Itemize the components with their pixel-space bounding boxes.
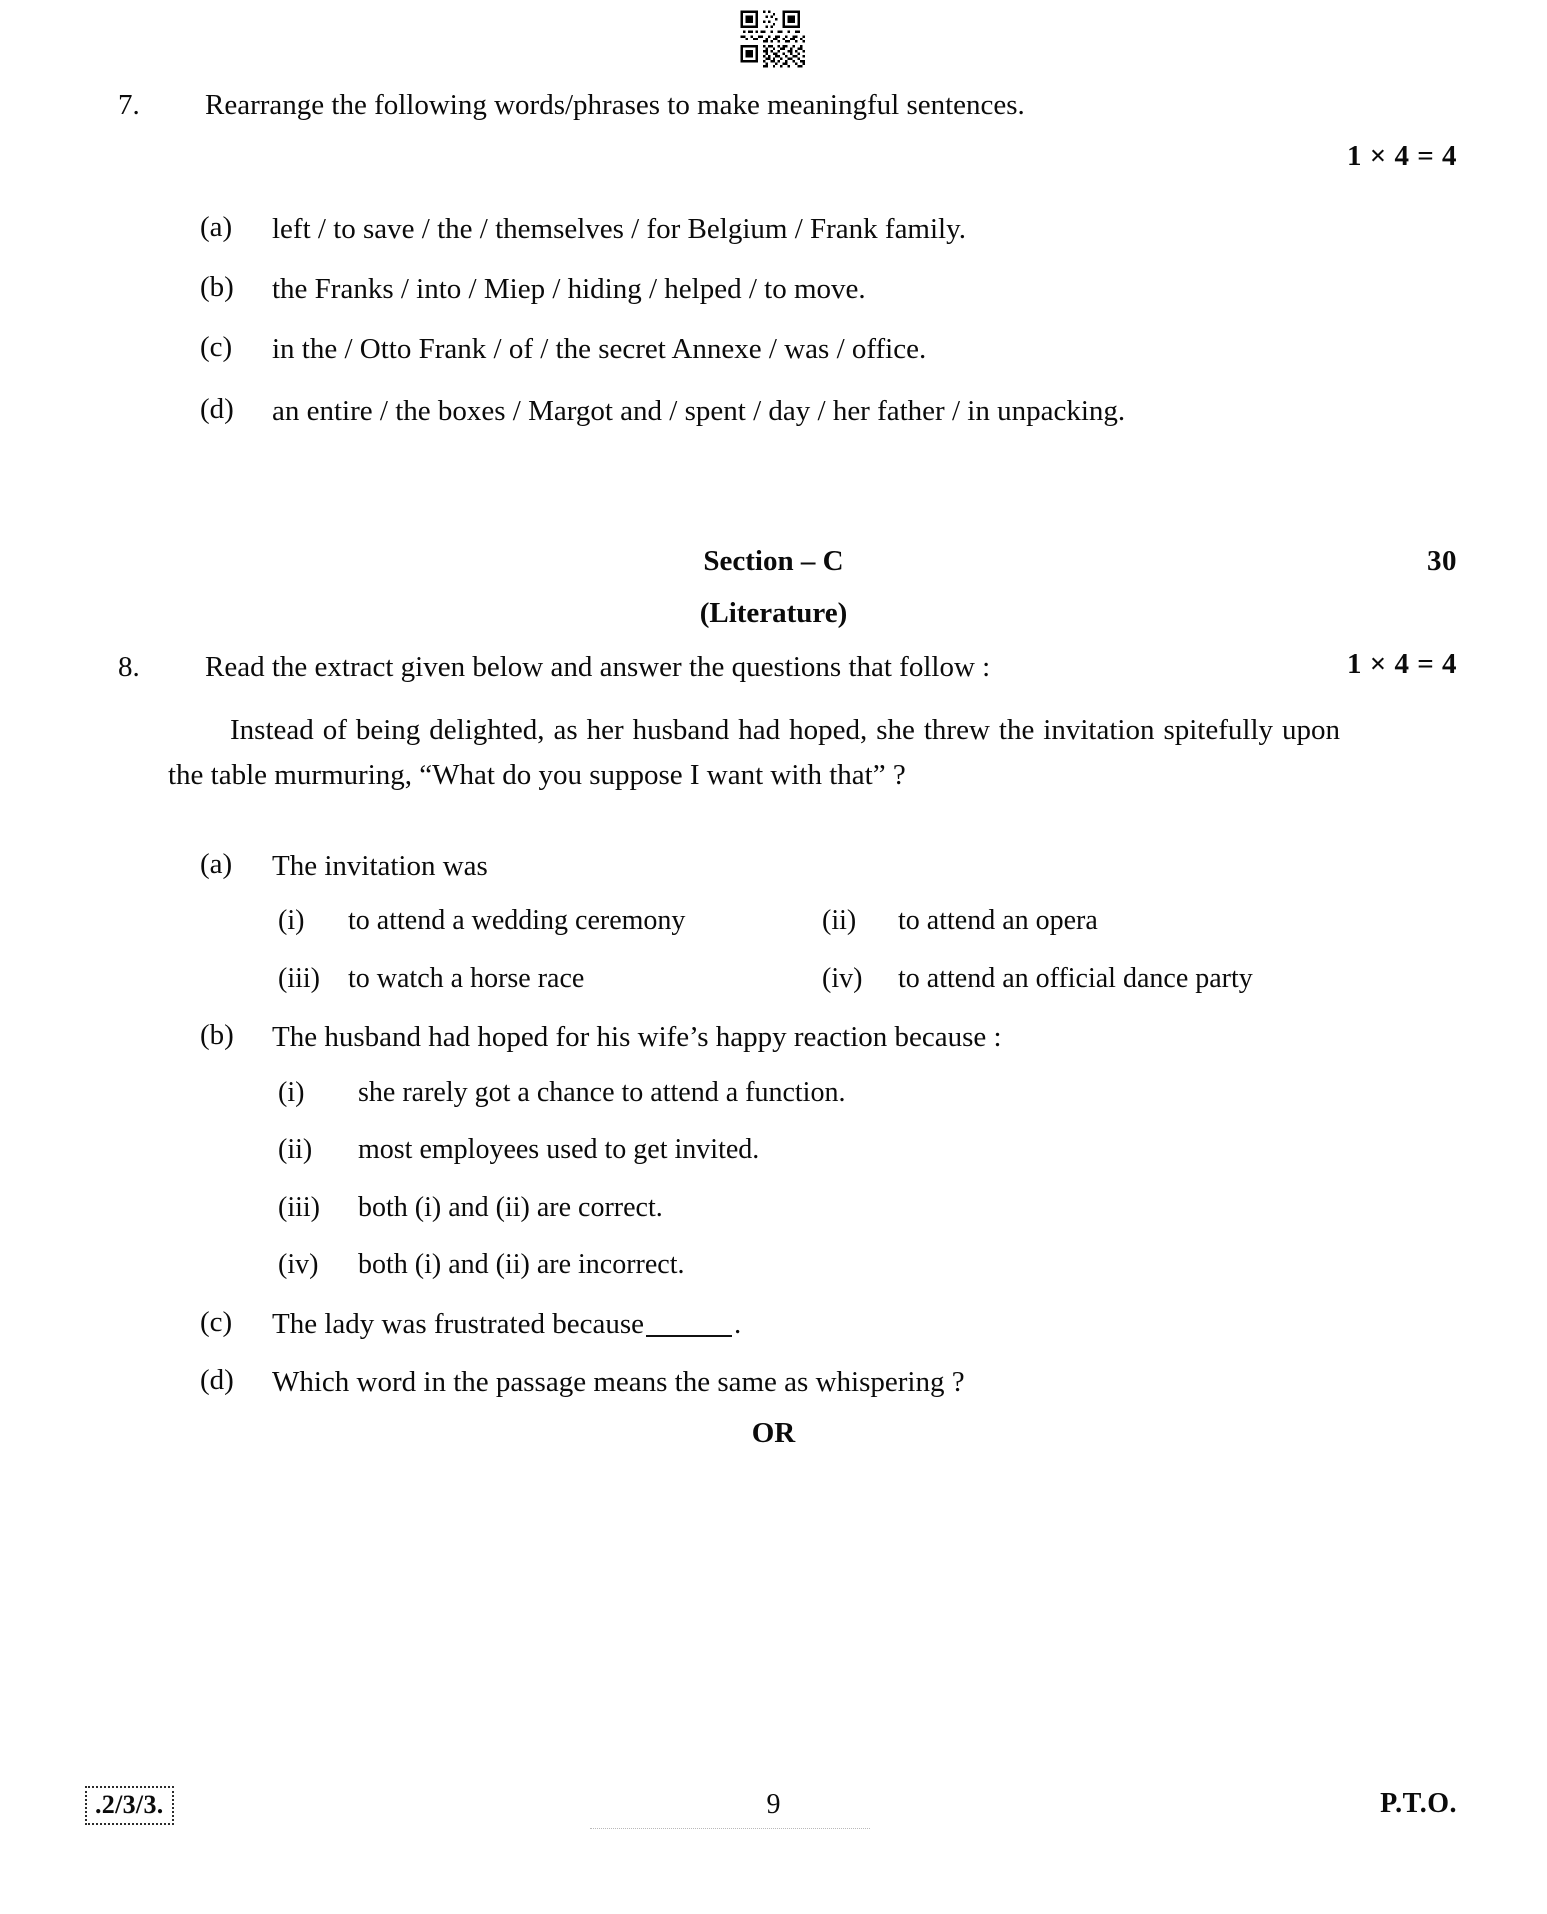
pto-label: P.T.O. bbox=[1380, 1788, 1457, 1819]
q8b-option-i-label: (i) bbox=[278, 1077, 305, 1108]
q7-item-c-text: in the / Otto Frank / of / the secret Annexe / was / office. bbox=[272, 333, 927, 365]
q8a-option-ii-text: to attend an opera bbox=[898, 905, 1098, 936]
q8-part-d-text: Which word in the passage means the same as whispering ? bbox=[272, 1366, 965, 1398]
q7-item-c-label: (c) bbox=[200, 331, 233, 363]
q8b-option-iv-text: both (i) and (ii) are incorrect. bbox=[358, 1249, 685, 1280]
question-7-number: 7. bbox=[118, 89, 140, 121]
q7-item-a-label: (a) bbox=[200, 211, 233, 243]
qr-code-container bbox=[0, 8, 1547, 70]
q8-part-b-text: The husband had hoped for his wife’s happy reaction because : bbox=[272, 1021, 1002, 1053]
q8b-option-ii-text: most employees used to get invited. bbox=[358, 1134, 760, 1165]
q8b-option-ii-label: (ii) bbox=[278, 1134, 313, 1165]
q8-part-c-text-before: The lady was frustrated because bbox=[272, 1308, 645, 1340]
q8a-option-iii-label: (iii) bbox=[278, 963, 320, 994]
q8a-option-iv-text: to attend an official dance party bbox=[898, 963, 1253, 994]
section-title: Section – C bbox=[703, 545, 844, 577]
section-subtitle: (Literature) bbox=[699, 597, 848, 629]
q8b-option-iv-label: (iv) bbox=[278, 1249, 319, 1280]
q8a-option-i-label: (i) bbox=[278, 905, 305, 936]
q8-part-b-label: (b) bbox=[200, 1019, 234, 1051]
section-marks: 30 bbox=[1427, 545, 1457, 577]
question-8-number: 8. bbox=[118, 651, 140, 683]
q7-item-d-label: (d) bbox=[200, 393, 234, 425]
q8-part-c-label: (c) bbox=[200, 1306, 233, 1338]
q8-part-c-blank bbox=[646, 1335, 732, 1337]
q8-part-c-text bbox=[272, 1303, 1382, 1347]
qr-code-icon bbox=[738, 8, 810, 70]
q8a-option-iv-label: (iv) bbox=[822, 963, 863, 994]
q8b-option-iii-text: both (i) and (ii) are correct. bbox=[358, 1192, 663, 1223]
q8a-option-ii-label: (ii) bbox=[822, 905, 857, 936]
paper-code-box: .2/3/3. bbox=[85, 1786, 174, 1825]
q8a-option-iii-text: to watch a horse race bbox=[348, 963, 585, 994]
q7-item-b-label: (b) bbox=[200, 271, 234, 303]
q8-part-d-label: (d) bbox=[200, 1364, 234, 1396]
question-7-prompt: Rearrange the following words/phrases to make meaningful sentences. bbox=[205, 89, 1025, 121]
q7-item-b-text: the Franks / into / Miep / hiding / helped / to move. bbox=[272, 273, 866, 305]
q8a-option-i-text: to attend a wedding ceremony bbox=[348, 905, 686, 936]
or-divider-label: OR bbox=[751, 1417, 796, 1449]
q7-item-a-text: left / to save / the / themselves / for Belgium / Frank family. bbox=[272, 213, 966, 245]
question-8-prompt: Read the extract given below and answer the questions that follow : bbox=[205, 651, 991, 683]
page-number-rule bbox=[590, 1828, 870, 1829]
question-7-marks: 1 × 4 = 4 bbox=[1346, 140, 1457, 172]
q7-item-d-text: an entire / the boxes / Margot and / spent / day / her father / in unpacking. bbox=[272, 395, 1126, 427]
q8-part-a-label: (a) bbox=[200, 848, 233, 880]
question-8-marks: 1 × 4 = 4 bbox=[1346, 648, 1457, 680]
question-8-extract: Instead of being delighted, as her husband had hoped, she threw the invitation spitefully upon the table murmuring, “What do you suppose I want with that” ? bbox=[168, 714, 1340, 791]
q8-part-a-text: The invitation was bbox=[272, 850, 488, 882]
page-number: 9 bbox=[766, 1789, 781, 1820]
q8-part-c-text-after: . bbox=[734, 1308, 742, 1340]
q8b-option-i-text: she rarely got a chance to attend a function. bbox=[358, 1077, 846, 1108]
q8b-option-iii-label: (iii) bbox=[278, 1192, 320, 1223]
